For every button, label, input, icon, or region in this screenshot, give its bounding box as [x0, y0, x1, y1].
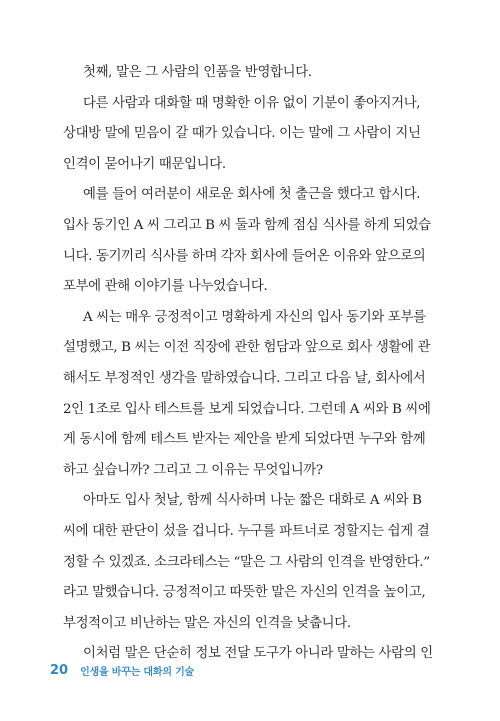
text-line: 정할 수 있겠죠. 소크라테스는 “말은 그 사람의 인격을 반영한다.”: [63, 554, 430, 570]
text-line: 해서도 부정적인 생각을 말하였습니다. 그리고 다음 날, 회사에서: [63, 370, 426, 386]
page-footer: [50, 660, 194, 680]
text-line: 포부에 관해 이야기를 나누었습니다.: [63, 279, 268, 295]
text-line: 게 동시에 함께 테스트 받자는 제안을 받게 되었다면 누구와 함께: [63, 432, 426, 448]
text-line: 예를 들어 여러분이 새로운 회사에 첫 출근을 했다고 합시다.: [83, 187, 421, 203]
text-line: A 씨는 매우 긍정적이고 명확하게 자신의 입사 동기와 포부를: [83, 309, 426, 325]
body-text: [63, 58, 433, 670]
text-line: 설명했고, B 씨는 이전 직장에 관한 험담과 앞으로 회사 생활에 관: [63, 340, 431, 356]
page-number: 20: [50, 662, 69, 678]
text-line: 라고 말했습니다. 긍정적이고 따뜻한 말은 자신의 인격을 높이고,: [63, 585, 426, 601]
text-line: 이처럼 말은 단순히 정보 전달 도구가 아니라 말하는 사람의 인: [83, 646, 433, 662]
text-line: 인격이 묻어나기 때문입니다.: [63, 156, 226, 172]
text-line: 상대방 말에 믿음이 갈 때가 있습니다. 이는 말에 그 사람이 지닌: [63, 126, 421, 142]
text-line: 입사 동기인 A 씨 그리고 B 씨 둘과 함께 점심 식사를 하게 되었습: [63, 217, 431, 233]
text-line: 하고 싶습니까? 그리고 그 이유는 무엇입니까?: [63, 462, 323, 478]
text-line: 아마도 입사 첫날, 함께 식사하며 나눈 짧은 대화로 A 씨와 B: [83, 493, 422, 509]
text-line: 부정적이고 비난하는 말은 자신의 인격을 낮춥니다.: [63, 615, 351, 631]
text-line: 씨에 대한 판단이 섰을 겁니다. 누구를 파트너로 정할지는 쉽게 결: [63, 523, 430, 539]
text-line: 니다. 동기끼리 식사를 하며 각자 회사에 들어온 이유와 앞으로의: [63, 248, 426, 264]
text-line: 다른 사람과 대화할 때 명확한 이유 없이 기분이 좋아지거나,: [83, 95, 421, 111]
text-line: 2인 1조로 입사 테스트를 보게 되었습니다. 그런데 A 씨와 B 씨에: [63, 401, 431, 417]
text-line: 첫째, 말은 그 사람의 인품을 반영합니다.: [83, 65, 312, 80]
running-book-title: 인생을 바꾸는 대화의 기술: [80, 666, 194, 678]
